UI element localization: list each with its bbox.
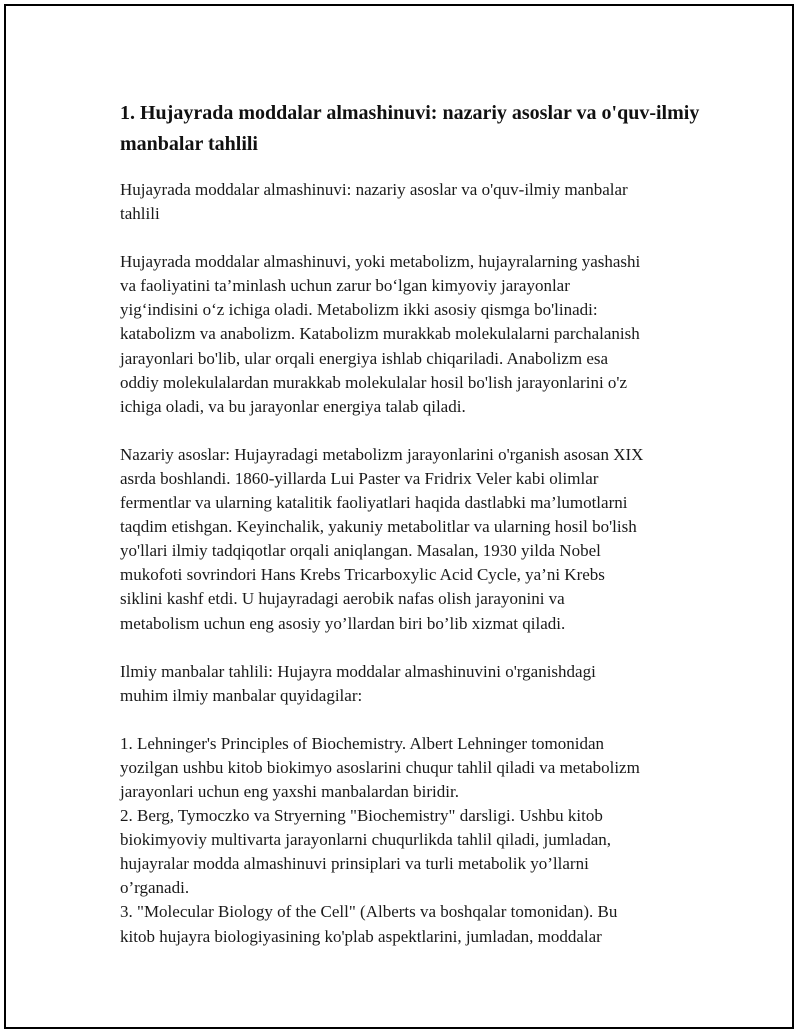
subtitle-paragraph: Hujayrada moddalar almashinuvi: nazariy asoslar va o'quv-ilmiy manbalar tahlili [120,180,628,224]
theory-paragraph: Nazariy asoslar: Hujayradagi metabolizm jarayonlarini o'rganish asosan XIX asrda boshlandi. 1860-yillarda Lui Paster va Fridrix Veler kabi olimlar fermentlar va ularning katalitik faoliyatlari haqida dastlabki ma’lumotlarni taqdim etishgan. Keyinchalik, yakuniy metabolitlar va ularning hosil bo'lish yo'llari ilmiy tadqiqotlar orqali aniqlangan. Masalan, 1930 yilda Nobel mukofoti sovrindori Hans Krebs Tricarboxylic Acid Cycle, ya’ni Krebs siklini kashf etdi. U hujayradagi aerobik nafas olish jarayonini va metabolism uchun eng asosiy yo’llardan biri bo’lib xizmat qiladi. [120,444,644,633]
sources-list: 1. Lehninger's Principles of Biochemistry. Albert Lehninger tomonidan yozilgan ushbu kitob biokimyo asoslarini chuqur tahlil qiladi va metabolizm jarayonlari uchun eng yaxshi manbalardan biridir. 2. Berg, Tymoczko va Stryerning "Biochemistry" darsligi. Ushbu kitob biokimyoviy multivarta jarayonlarni chuqurlikda tahlil qiladi, jumladan, hujayralar modda almashinuvi prinsiplari va turli metabolik yo’llarni o’rganadi. 3. "Molecular Biology of the Cell" (Alberts va boshqalar tomonidan). Bu kitob hujayra biologiyasining ko'plab aspektlarini, jumladan, moddalar [120,733,640,946]
paragraph-spacer [120,636,700,660]
intro-paragraph: Hujayrada moddalar almashinuvi, yoki metabolizm, hujayralarning yashashi va faoliyatini ta’minlash uchun zarur bo‘lgan kimyoviy jarayonlar yig‘indisini o‘z ichiga oladi. Metabolizm ikki asosiy qismga bo'linadi: katabolizm va anabolizm. Katabolizm murakkab molekulalarni parchalanish jarayonlari bo'lib, ular orqali energiya ishlab chiqariladi. Anabolizm esa oddiy molekulalardan murakkab molekulalar hosil bo'lish jarayonlarini o'z ichiga oladi, va bu jarayonlar energiya talab qiladi. [120,252,641,416]
document-content [120,98,700,949]
paragraph-spacer [120,708,700,732]
sources-intro-paragraph: Ilmiy manbalar tahlili: Hujayra moddalar almashinuvini o'rganishdagi muhim ilmiy manbalar quyidagilar: [120,661,596,705]
paragraph-spacer [120,226,700,250]
paragraph-spacer [120,419,700,443]
document-page [4,4,794,1029]
page-title: 1. Hujayrada moddalar almashinuvi: nazariy asoslar va o'quv-ilmiy manbalar tahlili [120,102,700,155]
